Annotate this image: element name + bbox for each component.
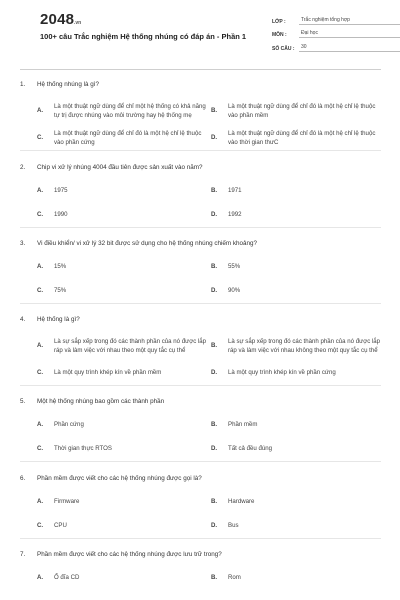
option-letter: C. — [37, 134, 44, 142]
option-text: Là một quy trình khép kín về phần cứng — [228, 369, 336, 377]
option-letter: A. — [37, 574, 44, 582]
answer-option[interactable] — [211, 179, 385, 203]
question-text: Hệ thống nhúng là gì? — [37, 80, 99, 88]
option-letter: C. — [37, 522, 44, 530]
answer-option[interactable] — [211, 490, 385, 514]
option-letter: A. — [37, 263, 44, 271]
question-stem — [20, 161, 381, 173]
question-text: Phần mềm được viết cho các hệ thống nhúng được lưu trữ trong? — [37, 550, 222, 558]
option-text: 90% — [228, 287, 241, 295]
document-title: 100+ câu Trắc nghiệm Hệ thống nhúng có đáp án - Phần 1 — [40, 32, 247, 41]
option-text: Firmware — [54, 498, 80, 506]
option-text: Là một thuật ngữ dùng để chỉ đó là một hệ chỉ lệ thuộc vào phần cứng — [54, 129, 202, 146]
option-letter: C. — [37, 287, 44, 295]
answer-option[interactable] — [37, 437, 211, 461]
answer-option[interactable] — [211, 331, 385, 361]
question-7 — [20, 548, 381, 590]
question-stem — [20, 548, 381, 560]
option-text: Thời gian thực RTOS — [54, 445, 112, 453]
logo-suffix: .vn — [74, 20, 82, 26]
option-text: Là một thuật ngữ dùng để chỉ đó là một hệ chỉ lệ thuộc vào phần mềm — [228, 102, 376, 119]
option-text: Là một quy trình khép kín về phần mềm — [54, 369, 162, 377]
meta-box — [272, 14, 400, 55]
answer-options — [37, 96, 381, 150]
question-number: 6. — [20, 474, 26, 482]
question-5 — [20, 395, 381, 462]
option-text: Là sự sắp xếp trong đó các thành phần của nó được lắp ráp và làm việc với nhau theo một quy tắc cụ thể — [54, 337, 207, 354]
option-text: Là một thuật ngữ dùng để chỉ đó là một hệ chỉ lệ thuộc vào thời gian thưC — [228, 129, 376, 146]
question-separator — [20, 150, 381, 151]
meta-label: LỚP : — [272, 18, 286, 25]
meta-value: Đại học — [299, 30, 400, 38]
option-text: Là sự sắp xếp trong đó các thành phần của nó được lắp ráp và làm việc với nhau không theo một quy tắc cụ thể — [228, 337, 381, 354]
option-text: Rom — [228, 574, 241, 582]
option-text: 1992 — [228, 211, 242, 219]
option-letter: C. — [37, 445, 44, 453]
answer-option[interactable] — [211, 437, 385, 461]
question-number: 3. — [20, 239, 26, 247]
option-text: Bus — [228, 522, 239, 530]
question-separator — [20, 227, 381, 228]
meta-value: Trắc nghiệm tổng hợp — [299, 17, 400, 25]
document-header — [20, 0, 381, 64]
meta-value: 30 — [299, 44, 400, 52]
answer-option[interactable] — [37, 179, 211, 203]
option-text: 55% — [228, 263, 241, 271]
option-letter: B. — [211, 107, 218, 115]
answer-options — [37, 255, 381, 303]
answer-option[interactable] — [37, 490, 211, 514]
question-stem — [20, 395, 381, 407]
option-text: Phần cứng — [54, 421, 84, 429]
option-letter: C. — [37, 211, 44, 219]
question-number: 4. — [20, 315, 26, 323]
question-2 — [20, 161, 381, 228]
question-text: Một hệ thống nhúng bao gồm các thành phần — [37, 397, 165, 405]
meta-row-count — [272, 41, 400, 52]
question-4 — [20, 313, 381, 386]
option-text: 15% — [54, 263, 67, 271]
option-text: 75% — [54, 287, 67, 295]
option-letter: D. — [211, 287, 218, 295]
question-stem — [20, 237, 381, 249]
answer-option[interactable] — [37, 126, 211, 150]
answer-option[interactable] — [211, 203, 385, 227]
question-number: 1. — [20, 80, 26, 88]
meta-label: SỐ CÂU : — [272, 45, 295, 52]
option-letter: A. — [37, 342, 44, 350]
answer-option[interactable] — [211, 566, 385, 590]
option-text: Phần mềm — [228, 421, 258, 429]
option-text: 1975 — [54, 187, 68, 195]
answer-options — [37, 331, 381, 385]
question-stem — [20, 472, 381, 484]
answer-option[interactable] — [211, 96, 385, 126]
question-separator — [20, 303, 381, 304]
answer-option[interactable] — [211, 255, 385, 279]
option-text: 1990 — [54, 211, 68, 219]
answer-option[interactable] — [211, 514, 385, 538]
option-letter: B. — [211, 263, 218, 271]
answer-option[interactable] — [37, 566, 211, 590]
question-number: 2. — [20, 163, 26, 171]
option-letter: A. — [37, 187, 44, 195]
question-6 — [20, 472, 381, 539]
option-letter: B. — [211, 574, 218, 582]
option-text: Tất cả đều đúng — [228, 445, 273, 453]
answer-option[interactable] — [211, 361, 385, 385]
answer-option[interactable] — [211, 413, 385, 437]
option-letter: B. — [211, 342, 218, 350]
question-text: Phần mềm được viết cho các hệ thống nhúng được gọi là? — [37, 474, 202, 482]
answer-options — [37, 566, 381, 590]
question-number: 7. — [20, 550, 26, 558]
answer-option[interactable] — [37, 203, 211, 227]
question-stem — [20, 78, 381, 90]
question-text: Vi điều khiển/ vi xử lý 32 bit được sử dụng cho hệ thống nhúng chiếm khoảng? — [37, 239, 258, 247]
option-letter: B. — [211, 498, 218, 506]
option-letter: D. — [211, 134, 218, 142]
option-text: Hardware — [228, 498, 255, 506]
answer-options — [37, 179, 381, 227]
question-separator — [20, 461, 381, 462]
option-text: Là một thuật ngữ dùng để chỉ một hệ thống có khả năng tự trị được nhúng vào môi trường hay hệ thống mẹ — [54, 102, 206, 119]
question-3 — [20, 237, 381, 304]
meta-row-subject — [272, 28, 400, 39]
option-letter: D. — [211, 369, 218, 377]
meta-label: MÔN : — [272, 32, 287, 38]
question-separator — [20, 385, 381, 386]
header-divider — [20, 69, 381, 70]
question-number: 5. — [20, 397, 26, 405]
answer-option[interactable] — [37, 255, 211, 279]
option-letter: A. — [37, 421, 44, 429]
answer-option[interactable] — [211, 279, 385, 303]
option-letter: B. — [211, 421, 218, 429]
option-text: 1971 — [228, 187, 242, 195]
option-letter: A. — [37, 498, 44, 506]
answer-option[interactable] — [211, 126, 385, 150]
answer-option[interactable] — [37, 361, 211, 385]
option-text: Ổ đĩa CD — [54, 574, 80, 582]
question-text: Hệ thống là gì? — [37, 315, 80, 323]
answer-option[interactable] — [37, 413, 211, 437]
option-letter: D. — [211, 445, 218, 453]
option-letter: C. — [37, 369, 44, 377]
answer-option[interactable] — [37, 331, 211, 361]
option-letter: A. — [37, 107, 44, 115]
answer-options — [37, 490, 381, 538]
question-1 — [20, 78, 381, 151]
answer-option[interactable] — [37, 279, 211, 303]
answer-option[interactable] — [37, 96, 211, 126]
option-letter: D. — [211, 211, 218, 219]
question-text: Chip vi xử lý nhúng 4004 đầu tiên được sản xuất vào năm? — [37, 163, 203, 171]
option-text: CPU — [54, 522, 67, 530]
question-stem — [20, 313, 381, 325]
option-letter: B. — [211, 187, 218, 195]
option-letter: D. — [211, 522, 218, 530]
question-list — [20, 78, 381, 590]
logo: 2048 — [40, 11, 75, 28]
answer-option[interactable] — [37, 514, 211, 538]
answer-options — [37, 413, 381, 461]
meta-row-class — [272, 14, 400, 25]
question-separator — [20, 538, 381, 539]
